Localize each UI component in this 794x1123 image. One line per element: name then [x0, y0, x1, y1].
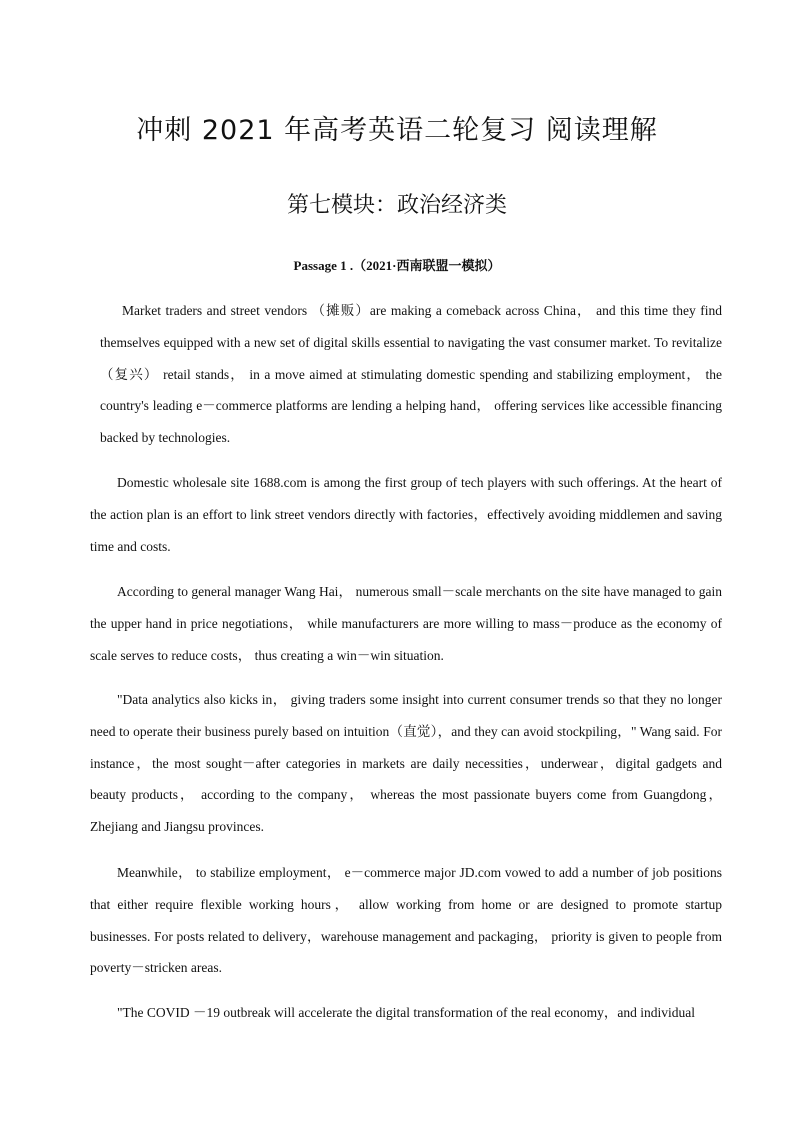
paragraph-3: According to general manager Wang Hai， numerous small－scale merchants on the site have managed to gain the upper hand in price negotiations， while manufacturers are more willing to mass－produce as the economy of scale serves to reduce costs， thus creating a win－win situation. — [90, 584, 722, 663]
document-title: 冲刺 2021 年高考英语二轮复习 阅读理解 — [136, 115, 658, 146]
passage-label: Passage 1 .（2021·西南联盟一模拟） — [293, 258, 501, 273]
paragraph-1: Market traders and street vendors （摊贩）are making a comeback across China， and this time they find themselves equipped with a new set of digital skills essential to navigating the vast consumer market. To revitalize （复兴） retail stands， in a move aimed at stimulating domestic spending and stabilizing employment， the country's leading e－commerce platforms are lending a helping hand， offering services like accessible financing backed by technologies. — [100, 303, 722, 446]
paragraph-2: Domestic wholesale site 1688.com is among the first group of tech players with such offerings. At the heart of the action plan is an effort to link street vendors directly with factories，effectively avoiding middlemen and saving time and costs. — [90, 475, 722, 554]
paragraph-6: "The COVID －19 outbreak will accelerate the digital transformation of the real economy，and individual — [117, 1005, 695, 1020]
paragraph-5: Meanwhile， to stabilize employment， e－commerce major JD.com vowed to add a number of job positions that either require flexible working hours， allow working from home or are designed to promote startup businesses. For posts related to delivery，warehouse management and packaging， priority is given to people from poverty－stricken areas. — [90, 865, 722, 976]
paragraph-4: "Data analytics also kicks in， giving traders some insight into current consumer trends so that they no longer need to operate their business purely based on intuition（直觉），and they can avoid stockpiling，" Wang said. For instance，the most sought－after categories in markets are daily necessities，underwear，digital gadgets and beauty products， according to the company， whereas the most passionate buyers come from Guangdong， Zhejiang and Jiangsu provinces. — [90, 692, 722, 835]
module-subtitle: 第七模块：政治经济类 — [286, 193, 507, 218]
